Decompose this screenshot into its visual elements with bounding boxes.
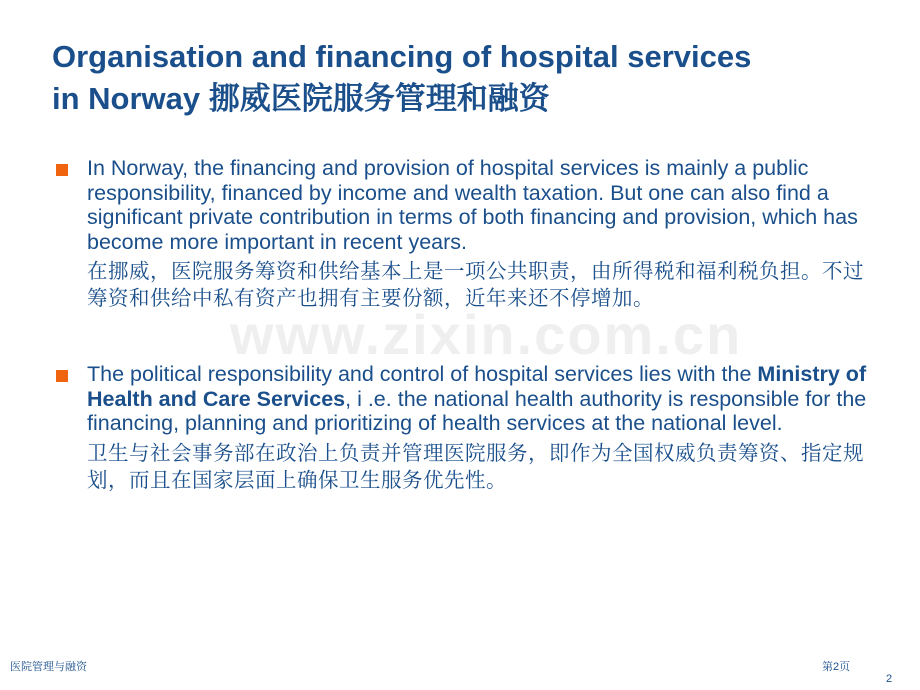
bullet-item-1 (54, 156, 884, 312)
slide-body (54, 156, 884, 494)
bullet-2-chinese-text: 卫生与社会事务部在政治上负责并管理医院服务，即作为全国权威负责筹资、指定规划，而且在国家层面上确保卫生服务优先性。 (87, 440, 864, 492)
bullet-2-text-start: The political responsibility and control of hospital services lies with the (87, 362, 758, 386)
slide-title (52, 36, 892, 120)
bullet-1-english-text: In Norway, the financing and provision of hospital services is mainly a public responsibility, financed by income and wealth taxation. But one can also find a significant private contribution in terms of both financing and provision, which has become more important in recent years. (87, 156, 858, 254)
slide-title-line-2: in Norway 挪威医院服务管理和融资 (52, 81, 550, 116)
bullet-1-chinese-text: 在挪威，医院服务筹资和供给基本上是一项公共职责，由所得税和福利税负担。不过筹资和供给中私有资产也拥有主要份额，近年来还不停增加。 (87, 259, 864, 310)
bullet-gap (54, 312, 884, 362)
bullet-item-2 (54, 362, 884, 494)
bullet-2-text-end: , i .e. the national health authority is responsible for the financing, planning and prioritizing of health services at the national level. (87, 386, 867, 435)
slide-title-line-1: Organisation and financing of hospital services (52, 39, 752, 74)
footer-title: 医院管理与融资 (10, 661, 87, 673)
bullet-2-english-text (87, 362, 884, 436)
watermark: www.zixin.com.cn (230, 303, 743, 366)
ministry-name: Ministry of Health and Care Services (87, 362, 867, 411)
bullet-square-icon (56, 370, 68, 382)
page-number: 2 (886, 673, 893, 685)
bullet-square-icon (56, 164, 68, 176)
footer-page-label: 第2页 (822, 661, 851, 673)
